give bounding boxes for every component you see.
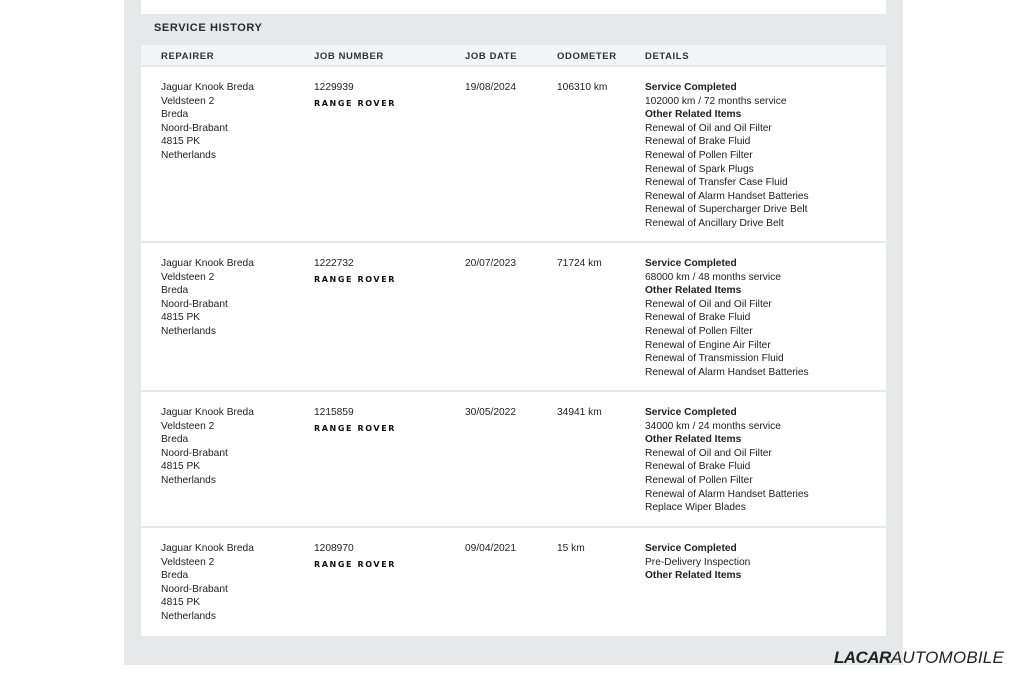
column-header-odometer: ODOMETER xyxy=(557,51,617,62)
repairer-address-line: Noord-Brabant xyxy=(161,122,228,134)
job-number: 1222732 xyxy=(314,258,354,269)
repairer-address-line: Noord-Brabant xyxy=(161,583,228,595)
odometer-cell xyxy=(557,406,602,420)
table-row xyxy=(141,528,886,638)
table-body xyxy=(141,67,886,638)
odometer-reading: 34941 km xyxy=(557,407,602,418)
repairer-address-line: Jaguar Knook Breda xyxy=(161,82,254,93)
job-number: 1229939 xyxy=(314,82,354,93)
repairer-address-line: Jaguar Knook Breda xyxy=(161,543,254,554)
column-header-job-number: JOB NUMBER xyxy=(314,51,384,62)
repairer-address-line: Noord-Brabant xyxy=(161,447,228,459)
job-date-cell xyxy=(465,542,516,556)
details-item: Renewal of Pollen Filter xyxy=(645,325,753,337)
details-item: Renewal of Engine Air Filter xyxy=(645,339,771,351)
service-history-table xyxy=(141,45,886,638)
repairer-address-line: Netherlands xyxy=(161,474,216,486)
details-item: Renewal of Transfer Case Fluid xyxy=(645,177,788,189)
odometer-cell xyxy=(557,257,602,271)
details-item: Renewal of Transmission Fluid xyxy=(645,353,784,365)
repairer-address-line: Breda xyxy=(161,285,189,297)
service-history-panel xyxy=(124,0,903,665)
repairer-address-line: Jaguar Knook Breda xyxy=(161,258,254,269)
job-date: 19/08/2024 xyxy=(465,82,516,93)
job-date-cell xyxy=(465,257,516,271)
repairer-address-line: 4815 PK xyxy=(161,136,201,148)
job-number: 1208970 xyxy=(314,543,354,554)
repairer-address-line: Veldsteen 2 xyxy=(161,271,215,283)
job-date: 20/07/2023 xyxy=(465,258,516,269)
details-cell xyxy=(645,406,809,515)
table-row xyxy=(141,243,886,392)
job-date: 30/05/2022 xyxy=(465,407,516,418)
repairer-address-line: Veldsteen 2 xyxy=(161,95,215,107)
column-header-job-date: JOB DATE xyxy=(465,51,518,62)
repairer-address-line: Netherlands xyxy=(161,610,216,622)
details-heading: Service Completed xyxy=(645,82,737,93)
repairer-address-line: 4815 PK xyxy=(161,312,201,324)
table-header xyxy=(141,45,886,67)
details-item: 102000 km / 72 months service xyxy=(645,95,787,107)
details-cell xyxy=(645,542,750,583)
details-item: Renewal of Alarm Handset Batteries xyxy=(645,488,809,500)
job-date: 09/04/2021 xyxy=(465,543,516,554)
repairer-address-line: Breda xyxy=(161,109,189,121)
odometer-cell xyxy=(557,542,585,556)
details-item: Renewal of Ancillary Drive Belt xyxy=(645,217,784,229)
details-item: Renewal of Alarm Handset Batteries xyxy=(645,366,809,378)
table-row xyxy=(141,392,886,528)
repairer-address-line: Breda xyxy=(161,434,189,446)
details-item: Renewal of Oil and Oil Filter xyxy=(645,298,772,310)
details-heading: Other Related Items xyxy=(645,434,742,446)
details-item: Renewal of Brake Fluid xyxy=(645,312,751,324)
repairer-cell xyxy=(161,81,254,163)
column-header-repairer: REPAIRER xyxy=(161,51,215,62)
job-number: 1215859 xyxy=(314,407,354,418)
details-item: Renewal of Alarm Handset Batteries xyxy=(645,190,809,202)
job-number-cell xyxy=(314,81,396,110)
odometer-reading: 106310 km xyxy=(557,82,608,93)
details-heading: Other Related Items xyxy=(645,109,742,121)
job-number-cell xyxy=(314,406,396,435)
repairer-address-line: 4815 PK xyxy=(161,597,201,609)
repairer-address-line: Veldsteen 2 xyxy=(161,556,215,568)
details-item: 34000 km / 24 months service xyxy=(645,420,781,432)
repairer-address-line: Noord-Brabant xyxy=(161,298,228,310)
odometer-reading: 71724 km xyxy=(557,258,602,269)
details-item: Renewal of Brake Fluid xyxy=(645,461,751,473)
job-number-cell xyxy=(314,542,396,571)
details-item: Renewal of Pollen Filter xyxy=(645,474,753,486)
job-date-cell xyxy=(465,406,516,420)
odometer-reading: 15 km xyxy=(557,543,585,554)
details-item: Renewal of Brake Fluid xyxy=(645,136,751,148)
repairer-address-line: Netherlands xyxy=(161,149,216,161)
details-heading: Other Related Items xyxy=(645,285,742,297)
job-date-cell xyxy=(465,81,516,95)
repairer-address-line: Netherlands xyxy=(161,325,216,337)
table-row xyxy=(141,67,886,243)
repairer-cell xyxy=(161,542,254,624)
details-item: Replace Wiper Blades xyxy=(645,502,746,514)
repairer-cell xyxy=(161,406,254,488)
repairer-address-line: Breda xyxy=(161,570,189,582)
details-cell xyxy=(645,257,809,379)
repairer-cell xyxy=(161,257,254,339)
previous-card-edge xyxy=(141,0,886,14)
logo-word-lacar: LACAR xyxy=(833,648,891,667)
details-item: Renewal of Oil and Oil Filter xyxy=(645,447,772,459)
repairer-address-line: Veldsteen 2 xyxy=(161,420,215,432)
dealer-logo xyxy=(834,648,1004,668)
details-item: Renewal of Spark Plugs xyxy=(645,163,754,175)
details-item: Renewal of Pollen Filter xyxy=(645,149,753,161)
details-item: Renewal of Oil and Oil Filter xyxy=(645,122,772,134)
column-header-details: DETAILS xyxy=(645,51,690,62)
job-number-cell xyxy=(314,257,396,286)
details-heading: Service Completed xyxy=(645,258,737,269)
details-item: 68000 km / 48 months service xyxy=(645,271,781,283)
details-heading: Service Completed xyxy=(645,407,737,418)
range-rover-wordmark: RANGE ROVER xyxy=(314,559,397,569)
odometer-cell xyxy=(557,81,607,95)
range-rover-wordmark: RANGE ROVER xyxy=(314,423,397,433)
details-item: Pre-Delivery Inspection xyxy=(645,556,751,568)
repairer-address-line: 4815 PK xyxy=(161,461,201,473)
details-heading: Other Related Items xyxy=(645,570,742,582)
details-heading: Service Completed xyxy=(645,543,737,554)
details-item: Renewal of Supercharger Drive Belt xyxy=(645,204,808,216)
details-cell xyxy=(645,81,809,231)
section-title: SERVICE HISTORY xyxy=(154,22,263,34)
repairer-address-line: Jaguar Knook Breda xyxy=(161,407,254,418)
logo-word-automobile: AUTOMOBILE xyxy=(890,648,1004,667)
range-rover-wordmark: RANGE ROVER xyxy=(314,98,397,108)
range-rover-wordmark: RANGE ROVER xyxy=(314,274,397,284)
